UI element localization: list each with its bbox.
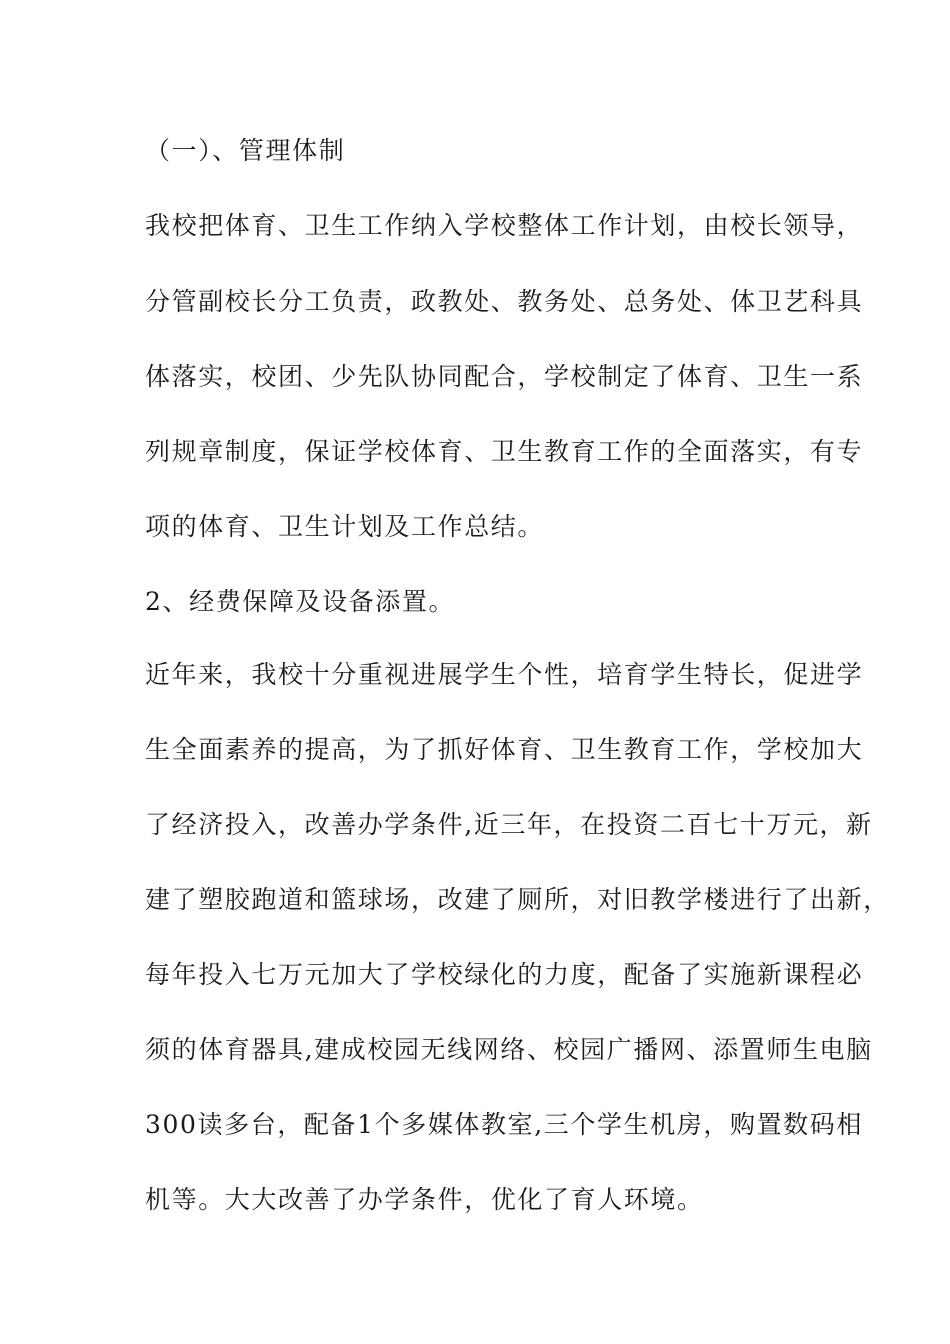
paragraph-line: 项的体育、卫生计划及工作总结。 <box>145 512 545 541</box>
paragraph-line: 分管副校长分工负责，政教处、教务处、总务处、体卫艺科具 <box>145 287 864 316</box>
paragraph-line: 须的体育器具,建成校园无线网络、校园广播网、添置师生电脑 <box>145 1035 873 1064</box>
paragraph-line: 机等。大大改善了办学条件，优化了育人环境。 <box>145 1185 704 1214</box>
paragraph-line: 了经济投入，改善办学条件,近三年，在投资二百七十万元，新 <box>145 810 873 839</box>
paragraph-line: 体落实，校团、少先队协同配合，学校制定了体育、卫生一系 <box>145 362 864 391</box>
paragraph-line: 我校把体育、卫生工作纳入学校整体工作计划，由校长领导， <box>145 211 864 240</box>
section-heading: （一）、管理体制 <box>145 136 346 165</box>
subsection-heading: 2、经费保障及设备添置。 <box>145 587 456 616</box>
paragraph-line: 建了塑胶跑道和篮球场，改建了厕所，对旧教学楼进行了出新， <box>145 885 890 914</box>
paragraph-line: 列规章制度，保证学校体育、卫生教育工作的全面落实，有专 <box>145 437 864 466</box>
paragraph-line: 300读多台，配备1个多媒体教室,三个学生机房，购置数码相 <box>145 1110 863 1139</box>
paragraph-line: 近年来，我校十分重视进展学生个性，培育学生特长，促进学 <box>145 660 864 689</box>
paragraph-line: 每年投入七万元加大了学校绿化的力度，配备了实施新课程必 <box>145 960 864 989</box>
paragraph-line: 生全面素养的提高，为了抓好体育、卫生教育工作，学校加大 <box>145 735 864 764</box>
